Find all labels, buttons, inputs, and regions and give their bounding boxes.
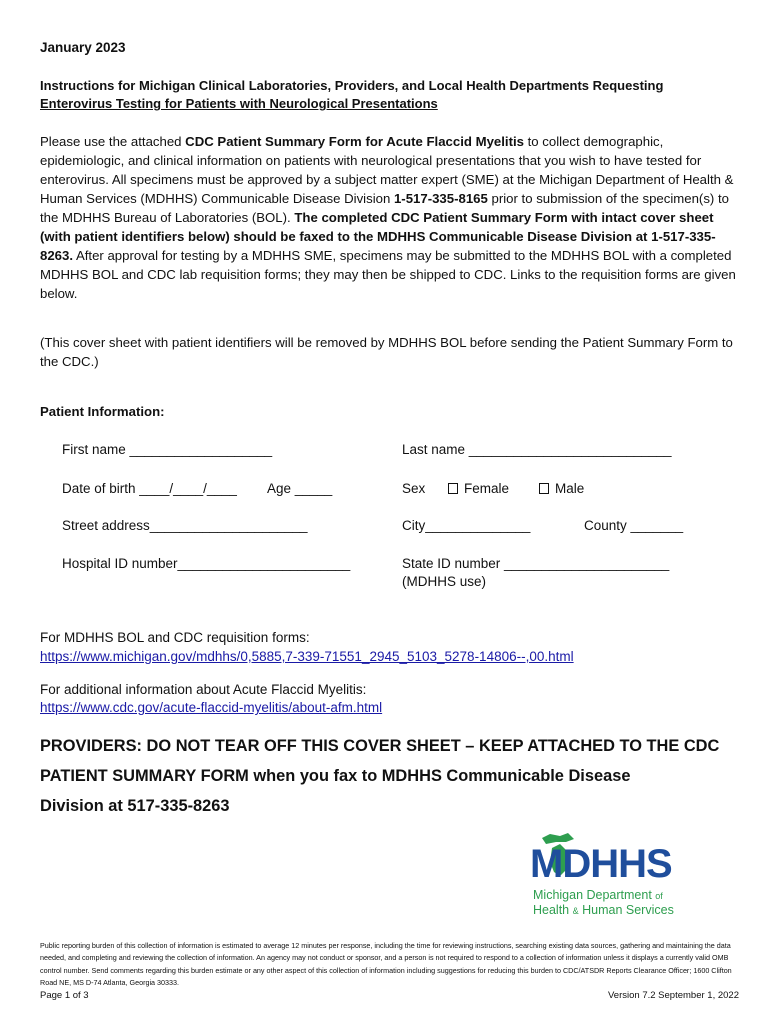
sex-male-option[interactable] bbox=[539, 481, 584, 496]
first-name-field[interactable]: First name ___________________ bbox=[62, 442, 273, 457]
logo-line-2-amp: & bbox=[572, 906, 579, 916]
cover-sheet-note: (This cover sheet with patient identifiers will be removed by MDHHS BOL before sending the Patient Summary Form to the CDC.) bbox=[40, 335, 733, 369]
sex-label: Sex bbox=[402, 481, 426, 496]
intro-text-1: Please use the attached bbox=[40, 134, 186, 149]
warning-line-1: PROVIDERS: DO NOT TEAR OFF THIS COVER SHEET – KEEP ATTACHED TO THE CDC bbox=[40, 737, 720, 755]
intro-text-3: prior to submission of the specimen(s) to the MDHHS Bureau of Laboratories (BOL). bbox=[40, 191, 729, 225]
patient-info-heading: Patient Information: bbox=[40, 404, 165, 419]
sex-female-option[interactable] bbox=[448, 481, 509, 496]
female-label: Female bbox=[464, 481, 510, 496]
document-date: January 2023 bbox=[40, 40, 126, 55]
requisition-forms-link[interactable]: https://www.michigan.gov/mdhhs/0,5885,7-339-71551_2945_5103_5278-14806--,00.html bbox=[40, 649, 574, 664]
female-checkbox[interactable] bbox=[448, 483, 458, 494]
male-checkbox[interactable] bbox=[539, 483, 549, 494]
state-id-note: (MDHHS use) bbox=[402, 574, 487, 589]
county-field[interactable]: County _______ bbox=[584, 518, 684, 533]
logo-line-2-services: Human Services bbox=[582, 903, 674, 917]
intro-bold-form-name: CDC Patient Summary Form for Acute Flaccid Myelitis bbox=[185, 134, 524, 149]
intro-text-2: to collect demographic, epidemiologic, and clinical information on patients with neurological presentations that you wish to have tested for enterovirus. All specimens must be approved by a subject matter expert (SME) at the Michigan Department of Health & Human Services (MDHHS) Communicable Disease Division bbox=[40, 134, 734, 206]
age-field[interactable]: Age _____ bbox=[267, 481, 333, 496]
logo-line-1-of: of bbox=[655, 891, 663, 901]
burden-statement: Public reporting burden of this collection of information is estimated to average 12 minutes per response, including the time for reviewing instructions, searching existing data sources, gathering and maintaining the data needed, and completing and reviewing the collection of information. An agency may not conduct or sponsor, and a person is not required to respond to a collection of information unless it displays a currently valid OMB control number. Send comments regarding this burden estimate or any other aspect of this collection of information including suggestions for reducing this burden to CDC/ATSDR Reports Clearance Officer; 1600 Clifton Road NE, MS D-74 Atlanta, Georgia 30333. bbox=[40, 941, 732, 987]
last-name-field[interactable]: Last name ___________________________ bbox=[402, 442, 672, 457]
male-label: Male bbox=[555, 481, 585, 496]
document-title bbox=[40, 77, 663, 113]
city-field[interactable]: City______________ bbox=[402, 518, 531, 533]
street-address-field[interactable]: Street address_____________________ bbox=[62, 518, 308, 533]
logo-line-2 bbox=[533, 903, 674, 917]
page-number: Page 1 of 3 bbox=[40, 990, 89, 1001]
mdhhs-logo bbox=[530, 830, 700, 920]
warning-line-2: PATIENT SUMMARY FORM when you fax to MDHHS Communicable Disease bbox=[40, 767, 631, 785]
intro-bold-fax-instruction: The completed CDC Patient Summary Form with intact cover sheet (with patient identifiers below) should be faxed to the MDHHS Communicable Disease Division at 1-517-335-8263. bbox=[40, 210, 716, 263]
requisition-forms-label: For MDHHS BOL and CDC requisition forms: bbox=[40, 630, 310, 645]
provider-warning bbox=[40, 731, 760, 821]
logo-line-1 bbox=[533, 888, 663, 902]
logo-line-1-text: Michigan Department bbox=[533, 888, 652, 902]
afm-info-label: For additional information about Acute Flaccid Myelitis: bbox=[40, 682, 367, 697]
intro-paragraph bbox=[40, 132, 740, 303]
title-line-1: Instructions for Michigan Clinical Laboratories, Providers, and Local Health Departments Requesting bbox=[40, 78, 664, 93]
logo-line-2-health: Health bbox=[533, 903, 570, 917]
title-line-2: Enterovirus Testing for Patients with Neurological Presentations bbox=[40, 96, 438, 111]
logo-wordmark: MDHHS bbox=[530, 842, 672, 886]
intro-bold-phone: 1-517-335-8165 bbox=[393, 191, 488, 206]
version-info: Version 7.2 September 1, 2022 bbox=[608, 990, 739, 1001]
state-id-field[interactable]: State ID number ______________________ bbox=[402, 556, 670, 571]
hospital-id-field[interactable]: Hospital ID number_______________________ bbox=[62, 556, 351, 571]
date-of-birth-field[interactable]: Date of birth ____/____/____ bbox=[62, 481, 237, 496]
intro-text-4: After approval for testing by a MDHHS SME, specimens may be submitted to the MDHHS BOL with a completed MDHHS BOL and CDC lab requisition forms; they may then be shipped to CDC. Links to the requisition forms are given below. bbox=[40, 248, 736, 301]
warning-line-3: Division at 517-335-8263 bbox=[40, 797, 230, 815]
afm-info-link[interactable]: https://www.cdc.gov/acute-flaccid-myelitis/about-afm.html bbox=[40, 700, 383, 715]
